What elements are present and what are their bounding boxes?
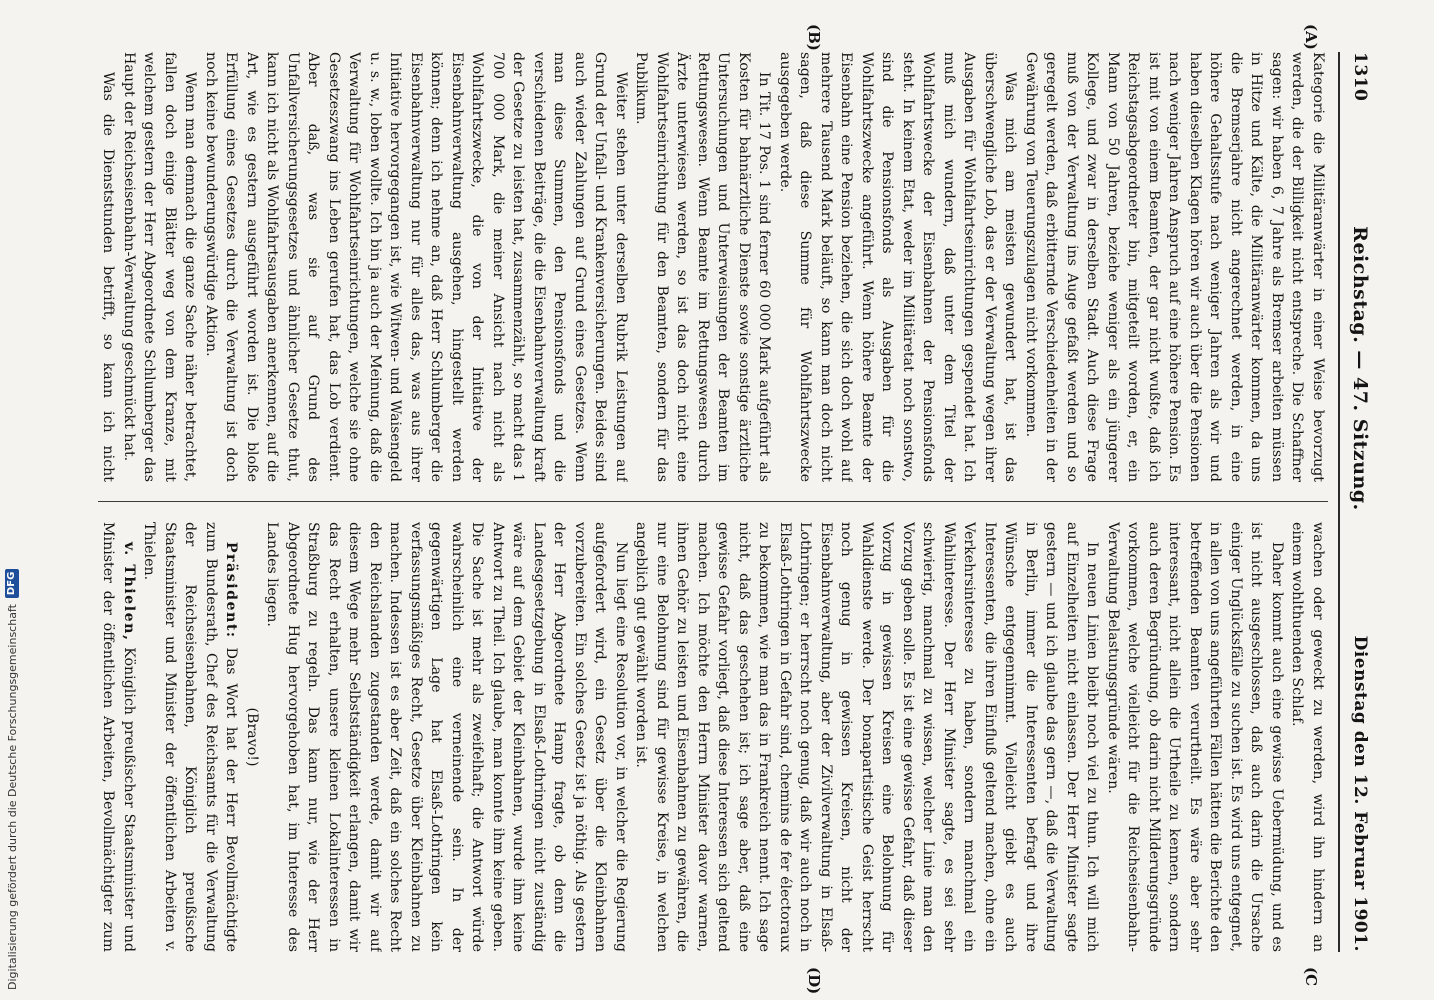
paragraph: Daher kommt auch eine gewisse Uebermüdung, und es ist nicht ausgeschlossen, daß auch darin die Ursache einiger Unglücksfälle zu suchen ist. Es wird uns entgegnet, in allen von uns angeführten Fällen hätten die Berichte den betreffenden Beamten verurtheilt. Es wäre aber sehr interessant, nicht allein die Urtheile zu kennen, sondern auch deren Begründung, ob darin nicht Milderungsgründe vorkommen, welche vielleicht für die Reichseisenbahn-Verwaltung Belastungsgründe wären. [1105, 522, 1285, 952]
page-number: 1310 [1350, 52, 1370, 102]
president-paragraph [139, 522, 242, 952]
paragraph: Kategorie die Militäranwärter in einer Weise bevorzugt werden, die der Billigkeit nicht entspreche. Die Schaffner sagen: wir haben 6, 7 Jahre als Bremser arbeiten müssen in Hitze und Kälte, die Militäranwärter kommen, da uns die Bremserjahre nicht angerechnet werden, in eine höhere Gehaltsstufe nach weniger Jahren als wir und haben dieselben Klagen hören wir auch über die Pensionen nach weniger Jahren Anspruch auf eine höhere Pension. Es ist mit von einem Beamten, der gar nicht wußte, daß ich Reichstagsabgeordneter bin, mitgeteilt worden, er, ein Mann von 50 Jahren, beziehe weniger als ein jüngerer Kollege, und zwar in derselben Stadt. Auch diese Frage muß von der Verwaltung ins Auge gefaßt werden und so geregelt werden, daß erbitternde Verschiedenheiten in der Gewährung von Teuerungszulagen nicht vorkommen. [1023, 52, 1326, 482]
paragraph: Nun liegt eine Resolution vor, in welcher die Regierung aufgefordert wird, ein Gesetz über die Kleinbahnen vorzubereiten. Ein solches Gesetz ist ja nöthig. Als gestern der Herr Abgeordnete Hamp fragte, ob denn die Landesgesetzgebung in Elsaß-Lothringen nicht zuständig wäre auf dem Gebiet der Kleinbahnen, wurde ihm keine Antwort zu Theil. Ich glaube, man konnte ihm keine geben. Die Sache ist mehr als zweifelhaft; die Antwort würde wahrscheinlich eine verneinende sein. In der gegenwärtigen Lage hat Elsaß-Lothringen kein verfassungsmäßiges Recht, Gesetze über Kleinbahnen zu machen. Indessen ist es aber Zeit, daß ein solches Recht den Reichslanden zugestanden werde, damit wir auf diesem Wege mehr Selbstständigkeit erlangen, damit wir das Recht erhalten, unsere kleinen Lokalinteressen in Straßburg zu regeln. Das kann nur, wie der Herr Abgeordnete Hug hervorgehoben hat, im Interesse des Landes liegen. [264, 522, 629, 952]
session-date: Dienstag den 12. Februar 1901. [1350, 635, 1370, 952]
right-column [98, 522, 1328, 952]
page-header [1340, 52, 1380, 952]
speaker-minister: v. Thielen, [121, 541, 137, 642]
header-rule [1338, 52, 1340, 952]
text-columns [98, 24, 1328, 995]
running-title: Reichstag. — 47. Sitzung. [1349, 226, 1371, 511]
paragraph: Wenn man demnach die ganze Sache näher betrachtet, fallen doch einige Blätter weg von dem Kranze, mit welchem gestern der Herr Abgeordnete Schlumberger das Haupt der Reichseisenbahn-Verwaltung geschmückt hat. [121, 52, 199, 482]
left-column [98, 52, 1328, 482]
margin-marker-d: (D) [805, 967, 823, 995]
credit-text: Digitalisierung gefördert durch die Deutsche Forschungsgemeinschaft [5, 604, 19, 990]
applause-note: (Bravo!) [244, 707, 260, 767]
document-page [80, 24, 1380, 995]
digitization-credit [2, 60, 22, 990]
paragraph: wachen oder geweckt zu werden, wird ihn hindern an einem wohlthuenden Schlaf. [1289, 522, 1326, 952]
paragraph: Was die Dienststunden betrifft, so kann ich nicht [100, 71, 117, 482]
dfg-logo: DFG [5, 569, 19, 598]
margin-marker-c: (C [1302, 967, 1320, 987]
column-divider [98, 501, 1328, 502]
minister-paragraph [98, 522, 139, 952]
paragraph: Was mich am meisten gewundert hat, ist das überschwengliche Lob, das er der Verwaltung wegen ihrer Ausgaben für Wohlfahrtseinrichtungen gespendet hat. Ich muß mich wundern, daß unter dem Titel der Wohlfahrtswecke der Eisenbahnen der Pensionsfonds steht. In keinem Etat, weder im Militäretat noch sonstwo, sind die Pensionsfonds als Ausgaben für die Wohlfahrtszwecke angeführt. Wenn höhere Beamte der Eisenbahn eine Pension beziehen, die sich doch wohl auf mehrere Tausend Mark beläuft, so kann man doch nicht sagen, daß diese Summe für Wohlfahrtszwecke ausgegeben werde. [777, 52, 1019, 482]
paragraph: Weiter stehen unter derselben Rubrik Leistungen auf Grund der Unfall- und Krankenversicherungen. Beides sind auch wieder Zahlungen auf Grund eines Gesetzes. Wenn man diese Summen, den Pensionsfonds und die verschiedenen Beiträge, die die Eisenbahnverwaltung kraft der Gesetze zu leisten hat, zusammenzählt, so macht das 1 700 000 Mark, die meiner Ansicht nach nicht als Wohlfahrtszwecke, die von der Initiative der Eisenbahnverwaltung ausgehen, hingestellt werden können; denn ich nehme an, daß Herr Schlumberger die Eisenbahnverwaltung nur für alles das, was aus ihrer Initiative hervorgegangen ist, wie Witwen- und Waisengeld u. s. w., loben wollte. Ich bin ja auch der Meinung, daß die Verwaltung für Wohlfahrtseinrichtungen, welche sie ohne Gesetzeszwang ins Leben gerufen hat, das Lob verdient. Aber daß, was sie auf Grund des Unfallversicherungsgesetzes und ähnlicher Gesetze thut, kann ich nicht als Wohlfahrtsausgaben anerkennen, auf die Art, wie es gestern ausgeführt worden ist. Die bloße Erfüllung eines Gesetzes durch die Verwaltung ist doch noch keine bewunderungswürdige Aktion. [203, 52, 629, 482]
paragraph: In neuen Linien bleibt noch viel zu thun. Ich will mich auf Einzelheiten nicht einlassen. Der Herr Minister sagte gestern — und ich glaube das gern —, daß die Verwaltung in Berlin, immer die Interessenten befragt und ihre Wünsche entgegennimmt. Vielleicht giebt es auch Interessenten, die ihren Einfluß geltend machen, ohne ein Verkehrsinteresse zu haben, sondern manchmal ein Wahlinteresse. Der Herr Minister sagte, es sei sehr schwierig, manchmal zu wissen, welcher Linie man den Vorzug geben solle. Es ist eine gewisse Gefahr, daß dieser Vorzug in gewissen Kreisen eine Belohnung für Wahldienste werde. Der bonapartistische Geist herrscht noch genug in gewissen Kreisen, nicht der Eisenbahnverwaltung, aber der Zivilverwaltung in Elsaß-Lothringen; er herrscht noch genug, daß wir auch noch in Elsaß-Lothringen in Gefahr sind, chemins de fer électoraux zu bekommen, wie man das in Frankreich nennt. Ich sage nicht, daß das geschehen ist; ich sage aber, daß eine gewisse Gefahr vorliegt, daß diese Interessen sich geltend machen. Ich möchte den Herrn Minister davor warnen, ihnen Gehör zu leisten und Eisenbahnen zu gewähren, die nur eine Belohnung sind für gewisse Kreise, in welchen angeblich gut gewählt worden ist. [633, 522, 1101, 952]
margin-marker-b: (B) [805, 24, 823, 51]
paragraph: In Tit. 17 Pos. 1 sind ferner 60 000 Mark aufgeführt als Kosten für bahnärztliche Dienste sowie sonstige ärztliche Untersuchungen und Unterweisungen der Beamten im Rettungswesen. Wenn Beamte im Rettungswesen durch Ärzte unterwiesen werden, so ist das doch nicht eine Wohlfahrtseinrichtung für den Beamten, sondern für das Publikum. [633, 52, 773, 482]
speaker-president: Präsident: [223, 541, 240, 639]
paragraph-text: Königlich preußischer Staatsminister und Minister der öffentlichen Arbeiten, Bevollmächtigter zum [100, 522, 137, 952]
paragraph-text: Das Wort hat der Herr Bevollmächtigte zum Bundesrath, Chef des Reichsamts für die Verwaltung der Reichseisenbahnen, Königlich preußische Staatsminister und Minister der öffentlichen Arbeiten v. Thielen. [141, 522, 240, 952]
margin-marker-a: (A) [1302, 24, 1320, 50]
